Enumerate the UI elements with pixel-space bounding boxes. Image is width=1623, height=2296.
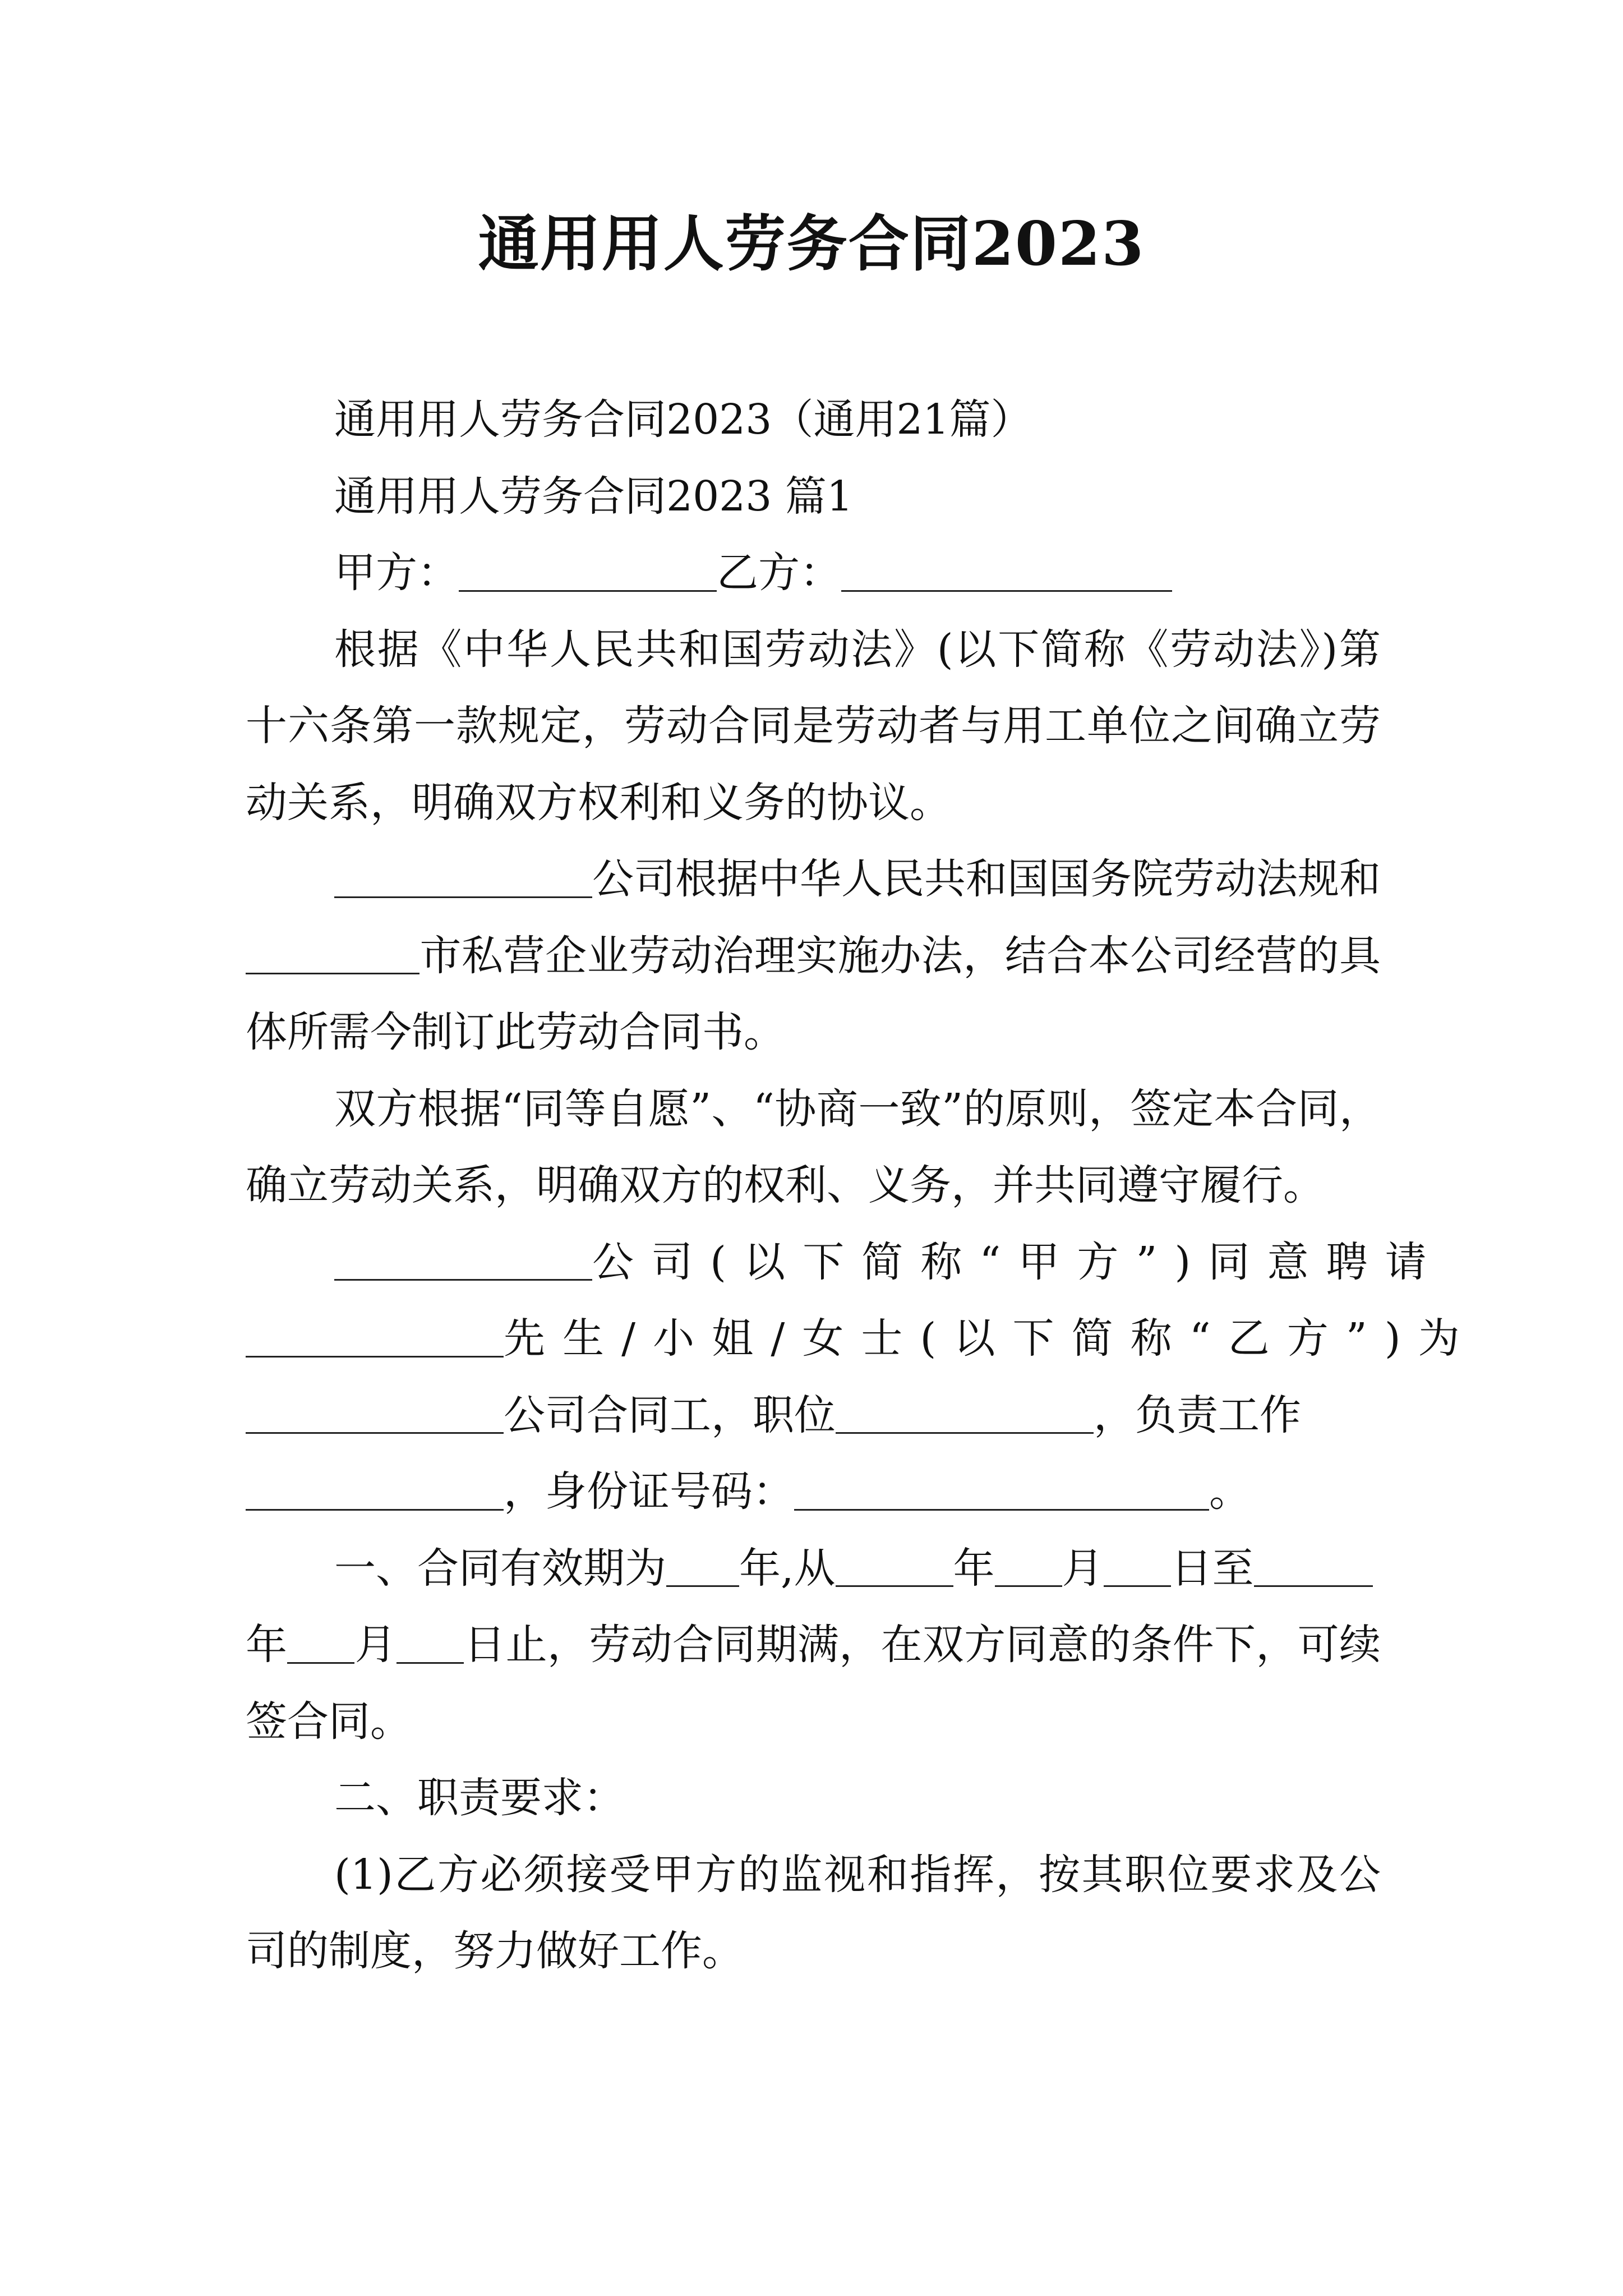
paragraph-text: 年 bbox=[246, 1621, 288, 1669]
paragraph-text: 年,从 bbox=[739, 1544, 836, 1593]
subtitle-line: 通用用人劳务合同2023（通用21篇） bbox=[334, 395, 1032, 444]
company-name-blank bbox=[246, 1393, 504, 1434]
paragraph-duty-1: (1)乙方必须接受甲方的监视和指挥，按其职位要求及公司的制度，努力做好工作。 bbox=[246, 1850, 1381, 1975]
employment-line-4 bbox=[246, 1453, 1381, 1530]
document-title: 通用用人劳务合同2023 bbox=[478, 209, 1145, 279]
company-name-blank bbox=[334, 1240, 592, 1281]
paragraph-company-basis bbox=[246, 841, 1381, 1071]
paragraph-text: 年 bbox=[953, 1544, 995, 1593]
paragraph-text: 月 bbox=[354, 1621, 396, 1669]
paragraph-text: 日止，劳动合同期满，在双方同意的条件下，可续签合同。 bbox=[246, 1621, 1381, 1746]
start-day-blank bbox=[1104, 1546, 1171, 1587]
duty-blank bbox=[246, 1470, 504, 1511]
party-b-label: 乙方： bbox=[717, 549, 841, 597]
paragraph-text: 一、合同有效期为 bbox=[334, 1544, 666, 1593]
paragraph-text: ，负责工作 bbox=[1094, 1391, 1301, 1439]
employment-line-2 bbox=[246, 1300, 1477, 1377]
id-number-blank bbox=[794, 1470, 1209, 1511]
years-blank bbox=[666, 1546, 739, 1587]
end-year-blank bbox=[1254, 1546, 1373, 1587]
paragraph-text: 日至 bbox=[1170, 1544, 1254, 1593]
end-day-blank bbox=[396, 1623, 464, 1664]
paragraph-labor-law: 根据《中华人民共和国劳动法》(以下简称《劳动法》)第十六条第一款规定，劳动合同是劳动者与用工单位之间确立劳动关系，明确双方权利和义务的协议。 bbox=[246, 625, 1381, 827]
company-name-blank bbox=[334, 857, 592, 898]
party-a-blank bbox=[459, 551, 717, 592]
start-month-blank bbox=[995, 1546, 1062, 1587]
employment-line-3 bbox=[246, 1377, 1381, 1454]
term-line-1 bbox=[246, 1530, 1381, 1607]
paragraph-text: 。 bbox=[1209, 1467, 1251, 1516]
paragraph-text: 市私营企业劳动治理实施办法，结合本公司经营的具体所需今制订此劳动合同书。 bbox=[246, 931, 1381, 1056]
section-duties-heading: 二、职责要求： bbox=[334, 1774, 625, 1822]
paragraph-text: 公司(以下简称“甲方”)同意聘请 bbox=[592, 1237, 1444, 1286]
paragraph-text: 公司根据中华人民共和国国务院劳动法规和 bbox=[592, 855, 1381, 903]
section-heading: 通用用人劳务合同2023 篇1 bbox=[334, 472, 853, 521]
employment-line-1 bbox=[246, 1224, 1444, 1301]
term-line-2 bbox=[246, 1607, 1381, 1760]
document-body bbox=[246, 381, 1477, 1990]
paragraph-contract-term bbox=[246, 1530, 1381, 1760]
parties-line bbox=[246, 535, 1381, 611]
paragraph-text: 公司合同工，职位 bbox=[504, 1391, 836, 1439]
employee-name-blank bbox=[246, 1317, 504, 1358]
city-name-blank bbox=[246, 933, 419, 974]
party-a-label: 甲方： bbox=[334, 549, 459, 597]
position-blank bbox=[836, 1393, 1094, 1434]
end-month-blank bbox=[287, 1623, 354, 1664]
party-b-blank bbox=[841, 551, 1172, 592]
start-year-blank bbox=[836, 1546, 953, 1587]
paragraph-employment bbox=[246, 1224, 1477, 1530]
paragraph-text: 月 bbox=[1062, 1544, 1104, 1593]
paragraph-principle: 双方根据“同等自愿”、“协商一致”的原则，签定本合同，确立劳动关系，明确双方的权利、义务，并共同遵守履行。 bbox=[246, 1084, 1381, 1209]
paragraph-text: 先生/小姐/女士(以下简称“乙方”)为 bbox=[504, 1314, 1477, 1363]
paragraph-text: ，身份证号码： bbox=[504, 1467, 794, 1516]
